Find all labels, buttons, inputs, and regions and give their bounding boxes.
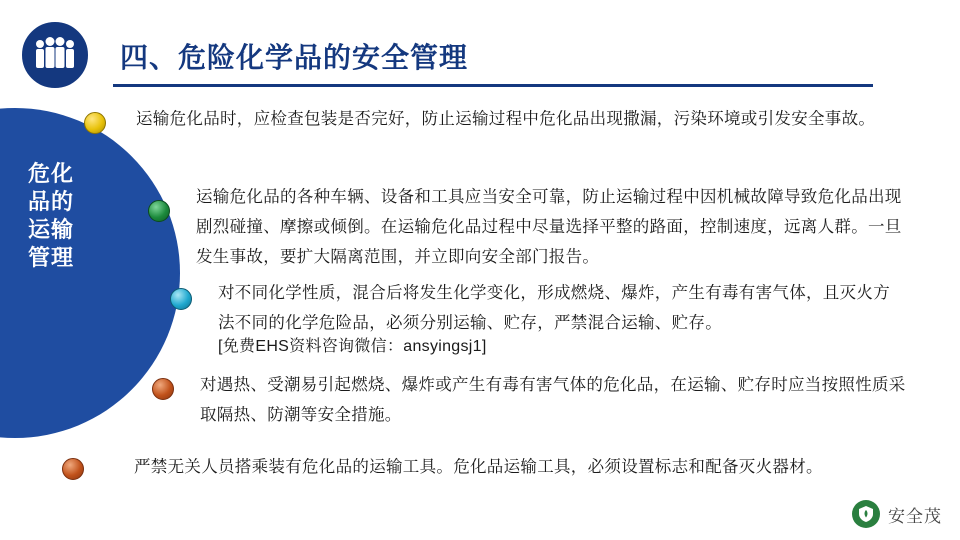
sidebar-vertical-label: 危化品的运输管理 (28, 161, 75, 270)
header-divider (113, 84, 873, 87)
people-group-icon (22, 22, 88, 88)
list-item-text: 严禁无关人员搭乘装有危化品的运输工具。危化品运输工具，必须设置标志和配备灭火器材。 (134, 458, 823, 476)
list-item-text: 对不同化学性质，混合后将发生化学变化，形成燃烧、爆炸，产生有毒有害气体，且灭火方法不同的化学危险品，必须分别运输、贮存，严禁混合运输、贮存。 (218, 284, 890, 332)
shield-leaf-icon (852, 500, 880, 528)
watermark (852, 500, 942, 528)
list-item-text: 运输危化品时，应检查包装是否完好，防止运输过程中危化品出现撒漏，污染环境或引发安全事故。 (136, 110, 876, 128)
green-bullet-icon (148, 200, 170, 222)
list-item-text: 对遇热、受潮易引起燃烧、爆炸或产生有毒有害气体的危化品，在运输、贮存时应当按照性质采取隔热、防潮等安全措施。 (200, 376, 906, 424)
list-item-text: 运输危化品的各种车辆、设备和工具应当安全可靠，防止运输过程中因机械故障导致危化品出现剧烈碰撞、摩擦或倾倒。在运输危化品过程中尽量选择平整的路面，控制速度，远离人群。一旦发生事故，要扩大隔离范围，并立即向安全部门报告。 (196, 188, 902, 266)
page-title: 四、危险化学品的安全管理 (120, 42, 469, 73)
list-item-note: [免费EHS资料咨询微信：ansyingsj1] (218, 338, 487, 355)
watermark-label: 安全茂 (888, 506, 942, 526)
cyan-bullet-icon (170, 288, 192, 310)
orange-bullet-icon-2 (62, 458, 84, 480)
orange-bullet-icon (152, 378, 174, 400)
slide-header (0, 0, 960, 96)
yellow-bullet-icon (84, 112, 106, 134)
